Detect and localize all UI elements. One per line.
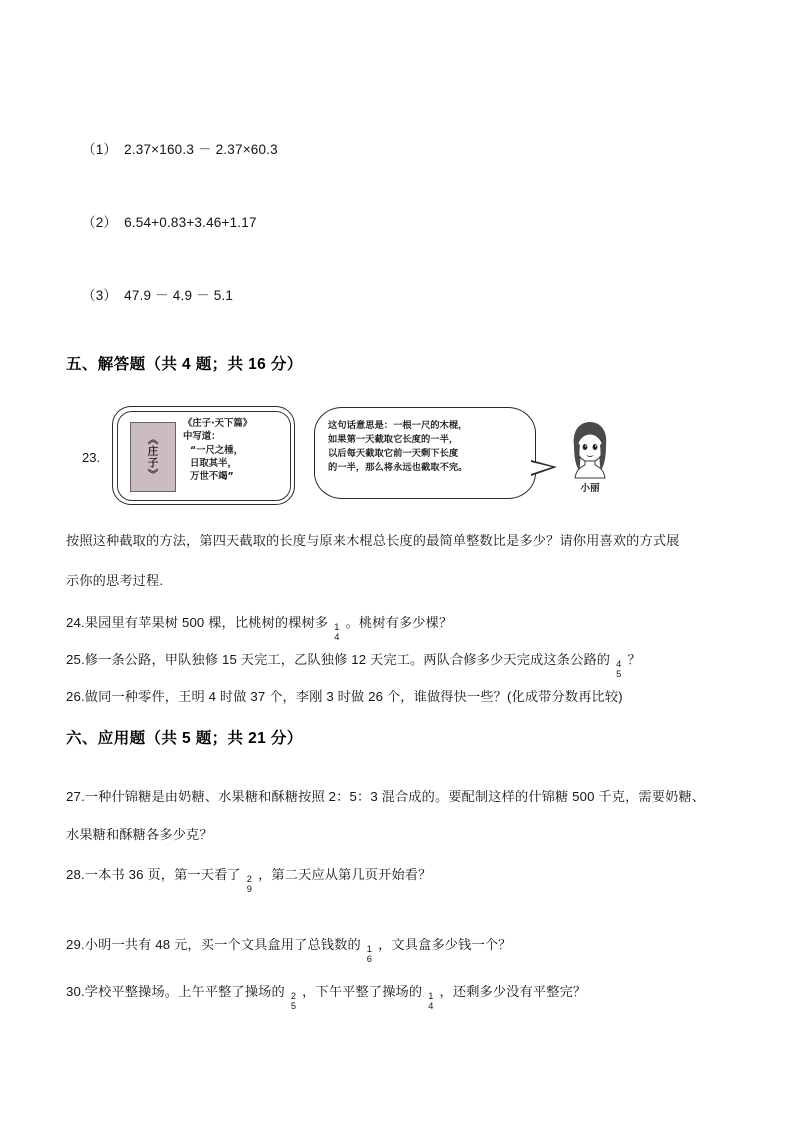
calc-item-3-number: （3） bbox=[82, 288, 118, 303]
question-29-fraction bbox=[366, 945, 373, 965]
question-30-fraction-1 bbox=[290, 992, 297, 1012]
question-27-line-1: 27.一种什锦糖是由奶糖、水果糖和酥糖按照 2：5：3 混合成的。要配制这样的什锦糖 500 千克，需要奶糖、 bbox=[66, 789, 706, 804]
question-25-text-part-2: ？ bbox=[627, 652, 641, 667]
calc-item-3 bbox=[82, 284, 233, 304]
calc-item-3-expression: 47.9 － 4.9 － 5.1 bbox=[124, 288, 234, 303]
girl-character-name: 小丽 bbox=[580, 483, 600, 494]
speech-bubble-line-1: 这句话意思是：一根一尺的木棍， bbox=[328, 420, 468, 431]
question-24-text-part-2: 。桃树有多少棵？ bbox=[345, 615, 453, 630]
question-25-fraction bbox=[615, 660, 622, 680]
speech-bubble-line-2: 如果第一天截取它长度的一半， bbox=[328, 434, 459, 446]
book-quote-line-4: 日取其半， bbox=[190, 458, 237, 470]
question-30-text-part-3: ，还剩多少没有平整完？ bbox=[439, 984, 587, 999]
question-24-fraction-numerator: 1 bbox=[334, 621, 340, 632]
book-quote-line-5: 万世不竭” bbox=[190, 471, 234, 483]
question-30-fraction-2-numerator: 1 bbox=[428, 990, 434, 1001]
question-30 bbox=[66, 981, 586, 1013]
question-24-fraction-denominator: 4 bbox=[334, 631, 340, 642]
speech-bubble-tail bbox=[531, 460, 557, 476]
question-25-fraction-numerator: 4 bbox=[616, 658, 622, 669]
question-28 bbox=[66, 864, 431, 896]
question-30-fraction-1-numerator: 2 bbox=[290, 990, 297, 1001]
question-27-line-2: 水果糖和酥糖各多少克？ bbox=[66, 827, 213, 842]
question-29-text-part-2: ，文具盒多少钱一个？ bbox=[378, 937, 512, 952]
question-25-fraction-denominator: 5 bbox=[616, 668, 622, 679]
book-quote-text bbox=[183, 417, 291, 484]
calc-item-2 bbox=[82, 211, 257, 231]
question-23-number: 23. bbox=[82, 450, 101, 465]
question-24-text-part-1: 24.果园里有苹果树 500 棵，比桃树的棵树多 bbox=[66, 615, 329, 630]
question-28-fraction bbox=[246, 875, 253, 895]
question-23-prompt-line-2: 示你的思考过程. bbox=[66, 573, 164, 588]
section-heading-five: 五、解答题（共 4 题；共 16 分） bbox=[66, 356, 303, 373]
question-26: 26.做同一种零件，王明 4 时做 37 个，李刚 3 时做 26 个，谁做得快一些？(化成带分数再比较) bbox=[66, 689, 623, 704]
question-24-fraction bbox=[333, 623, 340, 643]
question-30-text-part-1: 30.学校平整操场。上午平整了操场的 bbox=[66, 984, 285, 999]
question-24 bbox=[66, 612, 452, 644]
question-28-text-part-2: ，第二天应从第几页开始看？ bbox=[258, 867, 432, 882]
question-28-fraction-denominator: 9 bbox=[246, 883, 253, 894]
calc-item-1-expression: 2.37×160.3 － 2.37×60.3 bbox=[124, 142, 278, 157]
question-23-prompt-line-1: 按照这种截取的方法，第四天截取的长度与原来木棍总长度的最简单整数比是多少？请你用喜欢的方式展 bbox=[66, 533, 680, 548]
speech-bubble-line-3: 以后每天截取它前一天剩下长度 bbox=[328, 448, 459, 460]
question-29 bbox=[66, 934, 512, 966]
book-quote-line-1: 《庄子·天下篇》 bbox=[183, 418, 253, 429]
question-28-text-part-1: 28.一本书 36 页，第一天看了 bbox=[66, 867, 241, 882]
book-quote-line-2: 中写道： bbox=[183, 431, 221, 443]
speech-bubble-line-4: 的一半，那么将永远也截取不完。 bbox=[328, 462, 468, 474]
calc-item-2-expression: 6.54+0.83+3.46+1.17 bbox=[124, 215, 257, 230]
book-cover-title: 《庄子》 bbox=[146, 434, 159, 480]
zhuangzi-quote-box bbox=[112, 406, 295, 505]
book-quote-line-3: “一尺之棰， bbox=[190, 444, 244, 456]
question-29-fraction-denominator: 6 bbox=[366, 953, 373, 964]
question-28-fraction-numerator: 2 bbox=[246, 873, 253, 884]
question-30-fraction-2 bbox=[427, 992, 434, 1012]
question-23-illustration bbox=[82, 404, 642, 510]
speech-bubble bbox=[314, 407, 536, 499]
question-25 bbox=[66, 649, 641, 681]
question-25-text-part-1: 25.修一条公路，甲队独修 15 天完工，乙队独修 12 天完工。两队合修多少天完成这条公路的 bbox=[66, 652, 611, 667]
question-30-fraction-1-denominator: 5 bbox=[290, 1000, 297, 1011]
question-29-fraction-numerator: 1 bbox=[366, 943, 373, 954]
calc-item-1 bbox=[82, 138, 278, 158]
question-30-fraction-2-denominator: 4 bbox=[428, 1000, 434, 1011]
book-cover bbox=[130, 422, 176, 492]
section-heading-six: 六、应用题（共 5 题；共 21 分） bbox=[66, 730, 303, 747]
question-30-text-part-2: ，下午平整了操场的 bbox=[302, 984, 423, 999]
question-29-text-part-1: 29.小明一共有 48 元，买一个文具盒用了总钱数的 bbox=[66, 937, 361, 952]
calc-item-1-number: （1） bbox=[82, 142, 118, 157]
calc-item-2-number: （2） bbox=[82, 215, 118, 230]
girl-avatar-icon bbox=[560, 418, 620, 482]
speech-bubble-text bbox=[328, 419, 526, 476]
girl-character bbox=[560, 418, 620, 506]
